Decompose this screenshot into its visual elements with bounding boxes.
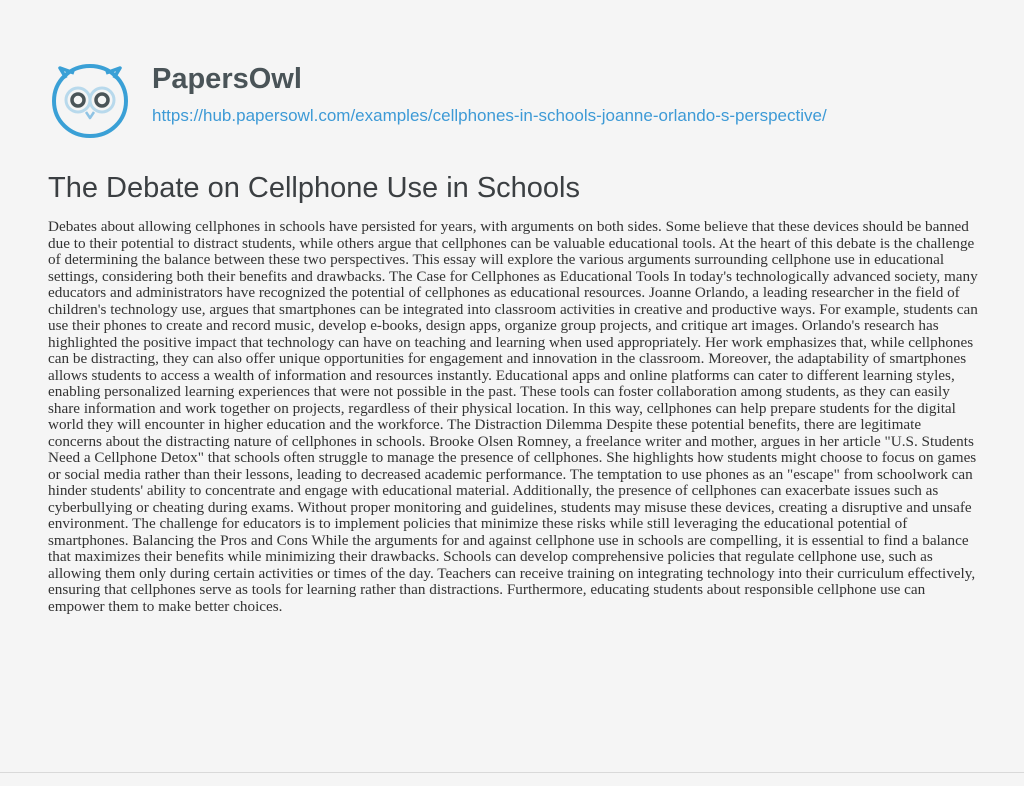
document-title: The Debate on Cellphone Use in Schools [48, 172, 580, 204]
source-url-link[interactable]: https://hub.papersowl.com/examples/cellphones-in-schools-joanne-orlando-s-perspective/ [152, 106, 827, 125]
divider [0, 772, 1024, 773]
owl-logo-icon [48, 60, 132, 140]
brand [152, 60, 827, 127]
brand-name[interactable]: PapersOwl [152, 63, 302, 95]
header [48, 60, 827, 140]
document-body: Debates about allowing cellphones in schools have persisted for years, with arguments on both sides. Some believe that these devices should be banned due to their potential to distract students, while others argue that cellphones can be valuable educational tools. At the heart of this debate is the challenge of determining the balance between these two perspectives. This essay will explore the various arguments surrounding cellphone use in educational settings, considering both their benefits and drawbacks. The Case for Cellphones as Educational Tools In today's technologically advanced society, many educators and administrators have recognized the potential of cellphones as educational resources. Joanne Orlando, a leading researcher in the field of children's technology use, argues that smartphones can be integrated into classroom activities in creative and productive ways. For example, students can use their phones to create and record music, develop e-books, design apps, organize group projects, and critique art images. Orlando's research has highlighted the positive impact that technology can have on teaching and learning when used appropriately. Her work emphasizes that, while cellphones can be distracting, they can also offer unique opportunities for engagement and innovation in the classroom. Moreover, the adaptability of smartphones allows students to access a wealth of information and resources instantly. Educational apps and online platforms can cater to different learning styles, enabling personalized learning experiences that were not possible in the past. These tools can foster collaboration among students, as they can easily share information and work together on projects, regardless of their physical location. In this way, cellphones can help prepare students for the digital world they will encounter in higher education and the workforce. The Distraction Dilemma Despite these potential benefits, there are legitimate concerns about the distracting nature of cellphones in schools. Brooke Olsen Romney, a freelance writer and mother, argues in her article "U.S. Students Need a Cellphone Detox" that schools often struggle to manage the presence of cellphones. She highlights how students might choose to focus on games or social media rather than their lessons, leading to decreased academic performance. The temptation to use phones as an "escape" from schoolwork can hinder students' ability to concentrate and engage with educational material. Additionally, the presence of cellphones can exacerbate issues such as cyberbullying or cheating during exams. Without proper monitoring and guidelines, students may misuse these devices, creating a disruptive and unsafe environment. The challenge for educators is to implement policies that minimize these risks while still leveraging the educational potential of smartphones. Balancing the Pros and Cons While the arguments for and against cellphone use in schools are compelling, it is essential to find a balance that maximizes their benefits while minimizing their drawbacks. Schools can develop comprehensive policies that regulate cellphone use, such as allowing them only during certain activities or times of the day. Teachers can receive training on integrating technology into their curriculum effectively, ensuring that cellphones serve as tools for learning rather than distractions. Furthermore, educating students about responsible cellphone use can empower them to make better choices. [48, 218, 978, 615]
